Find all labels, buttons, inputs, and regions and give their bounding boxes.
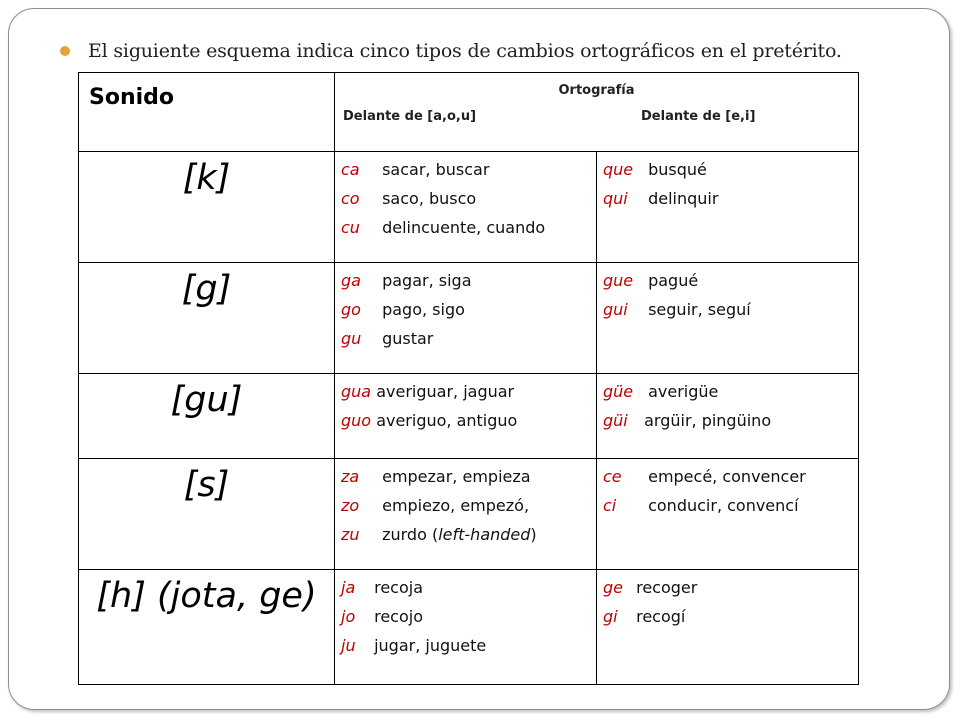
spelling: zo <box>341 496 360 515</box>
sound-cell <box>79 570 335 685</box>
example-after: ) <box>530 525 537 544</box>
table-row <box>79 459 859 570</box>
example: recoger <box>636 578 698 597</box>
header-sound: Sonido <box>89 85 175 110</box>
example: seguir, seguí <box>648 300 751 319</box>
spelling: za <box>341 467 360 486</box>
sound-cell <box>79 374 335 459</box>
spelling: gi <box>603 607 618 626</box>
table-row <box>79 263 859 374</box>
example: busqué <box>648 160 707 179</box>
spelling-line <box>341 406 596 435</box>
spelling: cu <box>341 218 360 237</box>
example: delinquir <box>648 189 719 208</box>
aou-cell <box>335 570 597 685</box>
spelling-line <box>603 266 858 295</box>
ei-cell <box>597 152 859 263</box>
spelling-line <box>603 377 858 406</box>
spelling: jo <box>341 607 356 626</box>
example: pagar, siga <box>382 271 472 290</box>
example: empecé, convencer <box>648 467 806 486</box>
ei-cell <box>597 570 859 685</box>
spelling-line <box>341 377 596 406</box>
spelling-line <box>603 462 858 491</box>
bullet-icon <box>60 46 70 56</box>
spelling-line <box>341 602 596 631</box>
spelling: qui <box>603 189 628 208</box>
example: averiguo, antiguo <box>376 411 518 430</box>
example: empezar, empieza <box>382 467 531 486</box>
spelling-line <box>341 520 596 549</box>
example: sacar, buscar <box>382 160 490 179</box>
spelling-line <box>603 573 858 602</box>
spelling-line <box>341 462 596 491</box>
spelling: ci <box>603 496 617 515</box>
spelling: que <box>603 160 634 179</box>
sound-cell <box>79 152 335 263</box>
example: zurdo ( <box>382 525 439 544</box>
spelling: gua <box>341 382 372 401</box>
spelling: gu <box>341 329 362 348</box>
spelling-line <box>341 491 596 520</box>
ei-cell <box>597 374 859 459</box>
example: jugar, juguete <box>374 636 487 655</box>
example: recojo <box>374 607 423 626</box>
spelling-line <box>341 324 596 353</box>
aou-cell <box>335 459 597 570</box>
table-row <box>79 374 859 459</box>
ei-cell <box>597 459 859 570</box>
ei-cell <box>597 263 859 374</box>
table-row <box>79 152 859 263</box>
intro-text: El siguiente esquema indica cinco tipos de cambios ortográficos en el pretérito. <box>88 40 842 62</box>
example: averigüe <box>648 382 719 401</box>
example-italic: left-handed <box>438 525 531 544</box>
spelling: guo <box>341 411 372 430</box>
sound-label: [gu] <box>170 380 243 420</box>
spelling-line <box>341 631 596 660</box>
sound-cell <box>79 459 335 570</box>
spelling: zu <box>341 525 360 544</box>
example: pago, sigo <box>382 300 465 319</box>
sound-label: [k] <box>182 158 231 198</box>
spelling: ca <box>341 160 360 179</box>
example: recogí <box>636 607 686 626</box>
example: averiguar, jaguar <box>376 382 515 401</box>
aou-cell <box>335 263 597 374</box>
spelling-line <box>341 573 596 602</box>
example: delincuente, cuando <box>382 218 546 237</box>
spelling-line <box>603 155 858 184</box>
spelling: gui <box>603 300 628 319</box>
spelling-line <box>603 184 858 213</box>
example: pagué <box>648 271 699 290</box>
spelling: ge <box>603 578 623 597</box>
spelling-line <box>603 295 858 324</box>
spelling: gue <box>603 271 634 290</box>
example: recoja <box>374 578 423 597</box>
aou-cell <box>335 374 597 459</box>
header-row <box>79 73 859 152</box>
spelling-line <box>603 406 858 435</box>
sound-label: [g] <box>181 269 232 309</box>
sound-label: [h] (jota, ge) <box>96 576 317 616</box>
spelling: güi <box>603 411 628 430</box>
header-orthography: Ortografía <box>558 83 635 98</box>
sound-label: [s] <box>183 465 230 505</box>
example: empiezo, empezó, <box>382 496 530 515</box>
example: conducir, convencí <box>648 496 799 515</box>
header-sound-cell <box>79 73 335 152</box>
example: gustar <box>382 329 434 348</box>
spelling-line <box>341 184 596 213</box>
spelling: güe <box>603 382 634 401</box>
spelling-line <box>341 213 596 242</box>
sound-cell <box>79 263 335 374</box>
header-before-aou: Delante de [a,o,u] <box>343 109 477 124</box>
table-row <box>79 570 859 685</box>
spelling-line <box>341 155 596 184</box>
spelling-line <box>603 491 858 520</box>
spelling: ju <box>341 636 356 655</box>
spelling: ja <box>341 578 356 597</box>
example: argüir, pingüino <box>644 411 772 430</box>
spelling: ga <box>341 271 361 290</box>
orthography-table <box>78 72 859 685</box>
header-before-ei: Delante de [e,i] <box>641 109 756 124</box>
aou-cell <box>335 152 597 263</box>
spelling: go <box>341 300 361 319</box>
spelling-line <box>341 295 596 324</box>
example: saco, busco <box>382 189 477 208</box>
spelling-line <box>341 266 596 295</box>
spelling: co <box>341 189 360 208</box>
header-orthography-cell <box>335 73 859 152</box>
spelling: ce <box>603 467 622 486</box>
spelling-line <box>603 602 858 631</box>
